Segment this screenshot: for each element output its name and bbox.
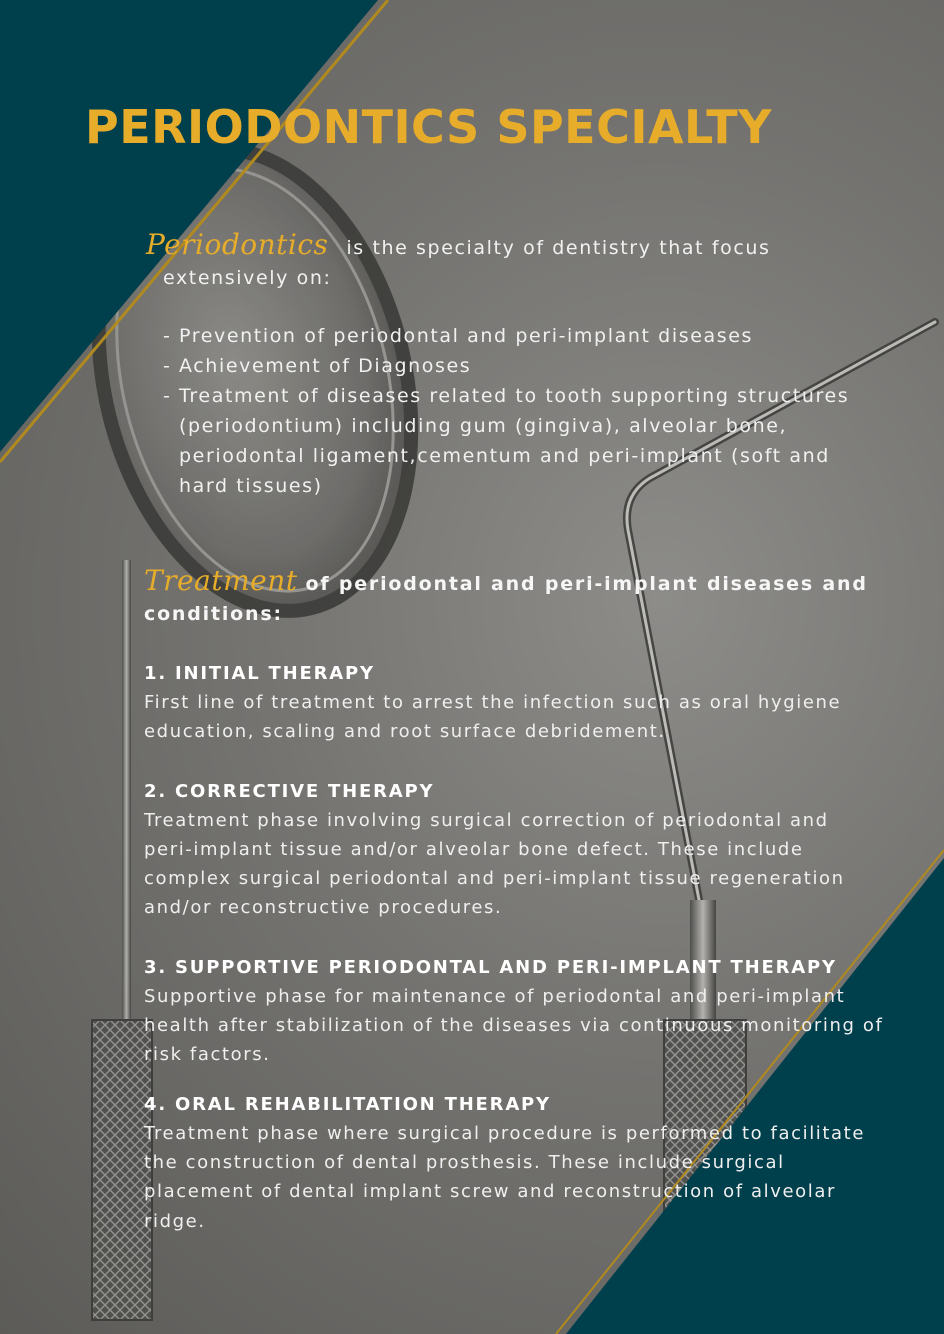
treatment-section	[144, 566, 884, 1236]
periodontics-script-word: Periodontics	[146, 228, 329, 261]
therapy-description: Treatment phase where surgical procedure is performed to facilitate the construction of dental prosthesis. These include surgical placement of dental implant screw and reconstruction of alveolar ridge.	[144, 1122, 866, 1232]
treatment-heading-text: of periodontal and peri-implant diseases and conditions:	[144, 573, 868, 625]
page-title: PERIODONTICS SPECIALTY	[85, 100, 772, 154]
therapy-title: 3. SUPPORTIVE PERIODONTAL AND PERI-IMPLANT THERAPY	[144, 956, 837, 978]
therapy-corrective	[144, 777, 884, 923]
focus-list-item: - Treatment of diseases related to tooth supporting structures (periodontium) including gum (gingiva), alveolar bone, periodontal ligament,cementum and peri-implant (soft and hard tissues)	[163, 385, 850, 497]
treatment-heading	[144, 566, 884, 629]
treatment-script-word: Treatment	[144, 564, 298, 597]
therapy-initial	[144, 659, 884, 747]
therapy-oral-rehabilitation	[144, 1090, 884, 1236]
intro-lead-text-cont: extensively on:	[163, 267, 332, 289]
therapy-description: First line of treatment to arrest the infection such as oral hygiene education, scaling and root surface debridement.	[144, 692, 842, 743]
therapy-description: Treatment phase involving surgical correction of periodontal and peri-implant tissue and/or alveolar bone defect. These include complex surgical periodontal and peri-implant tissue regeneration and/or reconstructive procedures.	[144, 809, 845, 919]
focus-list-item: - Prevention of periodontal and peri-implant diseases	[163, 325, 754, 347]
therapy-supportive	[144, 953, 884, 1070]
focus-list-item: - Achievement of Diagnoses	[163, 355, 472, 377]
intro-section	[146, 230, 866, 501]
focus-list	[146, 321, 866, 501]
therapy-title: 2. CORRECTIVE THERAPY	[144, 780, 435, 802]
therapy-title: 1. INITIAL THERAPY	[144, 663, 375, 684]
intro-lead-text: is the specialty of dentistry that focus	[346, 237, 771, 259]
intro-lead-line	[146, 230, 866, 263]
therapy-description: Supportive phase for maintenance of periodontal and peri-implant health after stabilization of the diseases via continuous monitoring of risk factors.	[144, 985, 884, 1066]
therapy-title: 4. ORAL REHABILITATION THERAPY	[144, 1093, 551, 1115]
